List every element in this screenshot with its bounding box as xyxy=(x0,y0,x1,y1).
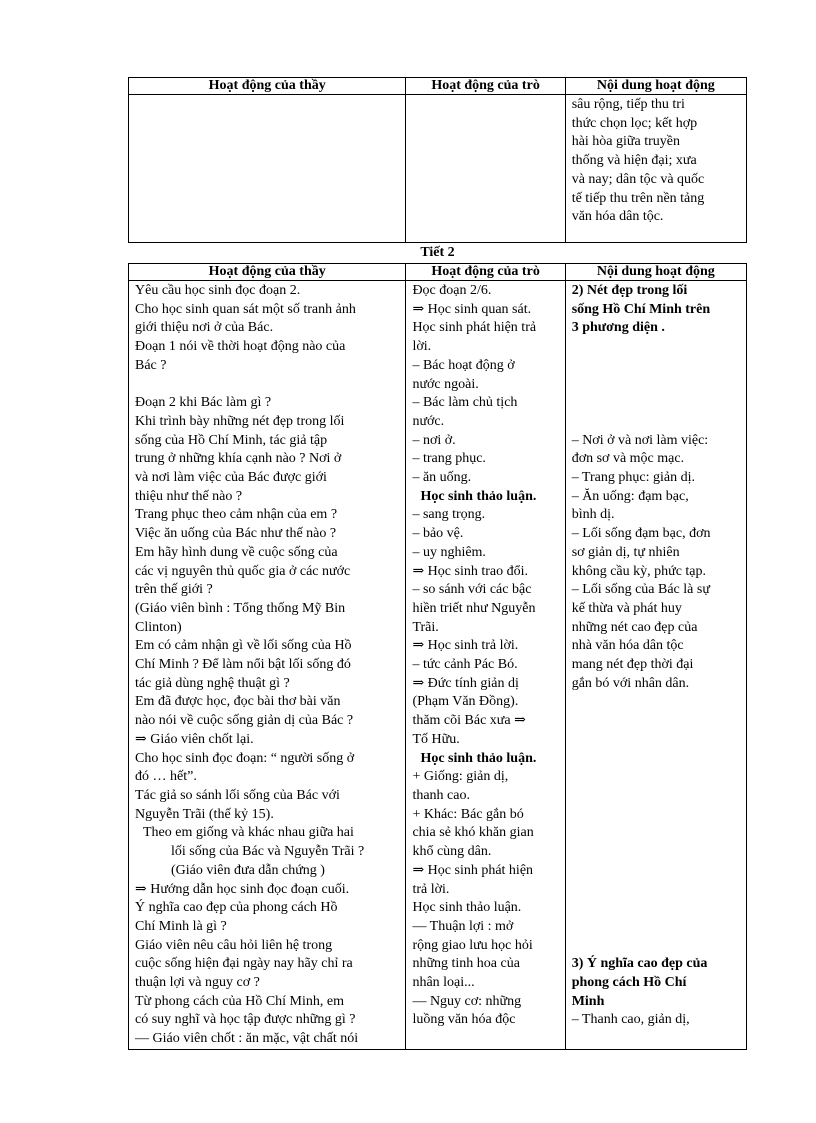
text-line: trung ở những khía cạnh nào ? Nơi ở xyxy=(135,451,342,467)
text-line: – Lối sống đạm bạc, đơn xyxy=(571,526,711,542)
text-line xyxy=(572,787,742,806)
text-line: Đoạn 2 khi Bác làm gì ? xyxy=(135,395,272,411)
text-line: giới thiệu nơi ở của Bác. xyxy=(135,320,274,336)
text-line xyxy=(572,862,742,881)
header-teacher-activity: Hoạt động của thầy xyxy=(129,264,406,281)
text-line: nhà văn hóa dân tộc xyxy=(571,638,684,654)
text-line xyxy=(572,338,742,357)
text-line: phong cách Hồ Chí xyxy=(571,975,687,991)
text-line: Học sinh thảo luận. xyxy=(420,750,537,766)
text-line: Chí Minh ? Để làm nổi bật lối sống đó xyxy=(135,657,351,673)
text-line: nào nói về cuộc sống giản dị của Bác ? xyxy=(135,713,354,729)
text-line: sống của Hồ Chí Minh, tác giả tập xyxy=(135,432,328,448)
text-line: nước ngoài. xyxy=(412,376,479,392)
text-line: hài hòa giữa truyền xyxy=(571,134,680,150)
text-line: Chí Minh là gì ? xyxy=(135,918,227,934)
text-line xyxy=(572,376,742,395)
text-line: Ý nghĩa cao đẹp của phong cách Hồ xyxy=(135,900,338,916)
text-line: thăm cõi Bác xưa ⇒ xyxy=(412,713,526,729)
text-line xyxy=(572,731,742,750)
text-line xyxy=(572,768,742,787)
text-line: ⇒ Học sinh quan sát. xyxy=(412,301,532,317)
text-line: những tinh hoa của xyxy=(412,956,520,972)
text-line: nhân loại... xyxy=(412,975,475,991)
text-line: – Bác hoạt động ở xyxy=(412,357,515,373)
text-line: Em có cảm nhận gì về lối sống của Hồ xyxy=(135,638,352,654)
table-tiet2 xyxy=(128,263,747,1050)
text-line xyxy=(572,693,742,712)
text-line: Trang phục theo cảm nhận của em ? xyxy=(135,507,338,523)
text-line: Tác giả so sánh lối sống của Bác với xyxy=(135,787,340,803)
text-line: — Thuận lợi : mở xyxy=(412,918,514,934)
text-line: Clinton) xyxy=(135,619,182,635)
text-line: trên thế giới ? xyxy=(135,582,213,598)
activity-content-cell xyxy=(565,281,746,1050)
table-row xyxy=(129,281,747,1050)
text-line: đó … hết”. xyxy=(135,769,197,785)
text-line: sống Hồ Chí Minh trên xyxy=(571,301,711,317)
text-line: Việc ăn uống của Bác như thế nào ? xyxy=(135,526,337,542)
text-line: bình dị. xyxy=(571,507,615,523)
text-line: – bảo vệ. xyxy=(412,526,464,542)
text-line: Đoạn 1 nói về thời hoạt động nào của xyxy=(135,339,346,355)
text-line: – so sánh với các bậc xyxy=(412,582,532,598)
text-line: luồng văn hóa độc xyxy=(412,1012,516,1028)
header-student-activity: Hoạt động của trò xyxy=(406,264,565,281)
header-activity-content: Nội dung hoạt động xyxy=(565,78,746,95)
text-line: Đọc đoạn 2/6. xyxy=(412,283,492,298)
text-line xyxy=(572,712,742,731)
text-line: hiền triết như Nguyễn xyxy=(412,600,536,616)
text-line: Giáo viên nêu câu hỏi liên hệ trong xyxy=(135,937,333,953)
text-line: Từ phong cách của Hồ Chí Minh, em xyxy=(135,993,344,1009)
text-line: Học sinh thảo luận. xyxy=(412,900,522,916)
text-line: lời. xyxy=(412,339,432,355)
text-line: Em hãy hình dung về cuộc sống của xyxy=(135,544,338,560)
text-line: và nay; dân tộc và quốc xyxy=(571,171,705,187)
text-line: sơ giản dị, tự nhiên xyxy=(571,544,680,560)
text-line: rộng giao lưu học hỏi xyxy=(412,937,533,953)
text-line: Cho học sinh đọc đoạn: “ người sống ở xyxy=(135,750,355,766)
text-line: Cho học sinh quan sát một số tranh ảnh xyxy=(135,301,356,317)
text-line: gắn bó với nhân dân. xyxy=(571,675,690,691)
text-line: tế tiếp thu trên nền tảng xyxy=(571,190,705,206)
activity-content-cell xyxy=(565,95,746,243)
section-title: Tiết 2 xyxy=(420,245,455,260)
text-line: – Bác làm chủ tịch xyxy=(412,395,518,411)
text-line: – Lối sống của Bác là sự xyxy=(571,582,710,598)
text-line: sâu rộng, tiếp thu tri xyxy=(571,97,685,112)
text-line: Theo em giống và khác nhau giữa hai xyxy=(143,825,354,841)
text-line: ⇒ Hướng dẫn học sinh đọc đoạn cuối. xyxy=(135,881,350,897)
teacher-activity-cell xyxy=(129,95,406,243)
text-line: 3 phương diện . xyxy=(571,320,665,336)
text-line: 3) Ý nghĩa cao đẹp của xyxy=(571,956,708,972)
text-line: (Giáo viên bình : Tổng thống Mỹ Bin xyxy=(135,600,346,616)
text-line: – trang phục. xyxy=(412,451,486,467)
text-line: — Nguy cơ: những xyxy=(412,993,522,1009)
header-teacher-activity: Hoạt động của thầy xyxy=(129,78,406,95)
text-line: thức chọn lọc; kết hợp xyxy=(571,115,698,131)
text-line: ⇒ Học sinh trả lời. xyxy=(412,638,519,654)
table-header-row xyxy=(129,78,747,95)
text-line: ⇒ Giáo viên chốt lại. xyxy=(135,731,254,747)
table-header-row xyxy=(129,264,747,281)
text-line: đơn sơ và mộc mạc. xyxy=(571,451,685,467)
text-line: – uy nghiêm. xyxy=(412,544,486,560)
student-activity-cell xyxy=(406,95,565,243)
text-line: Học sinh thảo luận. xyxy=(420,488,537,504)
text-line: – Nơi ở và nơi làm việc: xyxy=(571,432,709,448)
text-line xyxy=(572,750,742,769)
text-line: ⇒ Học sinh trao đổi. xyxy=(412,563,528,579)
table-row xyxy=(129,95,747,243)
text-line: + Khác: Bác gắn bó xyxy=(412,806,524,822)
teacher-activity-cell xyxy=(129,281,406,1050)
text-line: có suy nghĩ và học tập được những gì ? xyxy=(135,1012,356,1028)
text-line xyxy=(572,899,742,918)
text-line: – Thanh cao, giản dị, xyxy=(571,1012,690,1028)
table-tiet1-continued xyxy=(128,77,747,243)
text-line: văn hóa dân tộc. xyxy=(571,209,664,225)
text-line: ⇒ Đức tính giản dị xyxy=(412,675,519,691)
text-line: kế thừa và phát huy xyxy=(571,600,682,616)
text-line: Yêu cầu học sinh đọc đoạn 2. xyxy=(135,283,301,298)
text-line xyxy=(572,394,742,413)
text-line: Em đã được học, đọc bài thơ bài văn xyxy=(135,694,341,710)
text-line: Học sinh phát hiện trả xyxy=(412,320,537,336)
text-line: trả lời. xyxy=(412,881,450,897)
text-line: thiệu như thế nào ? xyxy=(135,488,243,504)
text-line: nước. xyxy=(412,413,445,429)
text-line xyxy=(135,376,401,395)
text-line: và nơi làm việc của Bác được giới xyxy=(135,470,327,486)
text-line: – ăn uống. xyxy=(412,470,472,486)
text-line xyxy=(572,413,742,432)
text-line: tác giả dùng nghệ thuật gì ? xyxy=(135,675,290,691)
text-line: những nét cao đẹp của xyxy=(571,619,698,635)
text-line xyxy=(572,806,742,825)
text-line: Minh xyxy=(571,993,605,1009)
text-line: (Giáo viên đưa dẫn chứng ) xyxy=(171,862,325,878)
text-line xyxy=(572,357,742,376)
text-line xyxy=(572,881,742,900)
text-line: thống và hiện đại; xưa xyxy=(571,153,697,169)
text-line: thuận lợi và nguy cơ ? xyxy=(135,975,260,991)
text-line: Trãi. xyxy=(412,619,439,635)
text-line xyxy=(572,937,742,956)
text-line: lối sống của Bác và Nguyễn Trãi ? xyxy=(171,844,365,860)
text-line: 2) Nét đẹp trong lối xyxy=(571,283,688,298)
text-line: – tức cảnh Pác Bó. xyxy=(412,657,518,673)
text-line: không cầu kỳ, phức tạp. xyxy=(571,563,707,579)
text-line xyxy=(572,843,742,862)
text-line: các vị nguyên thủ quốc gia ở các nước xyxy=(135,563,351,579)
text-line: Nguyễn Trãi (thế kỷ 15). xyxy=(135,806,274,822)
header-student-activity: Hoạt động của trò xyxy=(406,78,565,95)
header-activity-content: Nội dung hoạt động xyxy=(565,264,746,281)
text-line: – sang trọng. xyxy=(412,507,486,523)
text-line: thanh cao. xyxy=(412,787,470,803)
text-line: (Phạm Văn Đồng). xyxy=(412,694,519,710)
text-line: – Ăn uống: đạm bạc, xyxy=(571,488,689,504)
text-line: Tố Hữu. xyxy=(412,731,460,747)
text-line: mang nét đẹp thời đại xyxy=(571,657,694,673)
text-line xyxy=(572,824,742,843)
text-line: khổ cùng dân. xyxy=(412,844,492,860)
student-activity-cell xyxy=(406,281,565,1050)
text-line: — Giáo viên chốt : ăn mặc, vật chất nói xyxy=(135,1031,359,1047)
text-line: Khi trình bày những nét đẹp trong lối xyxy=(135,413,345,429)
text-line: – nơi ở. xyxy=(412,432,456,448)
text-line: cuộc sống hiện đại ngày nay hãy chỉ ra xyxy=(135,956,353,972)
text-line: Bác ? xyxy=(135,357,167,373)
text-line: + Giống: giản dị, xyxy=(412,769,509,785)
text-line xyxy=(572,918,742,937)
text-line: – Trang phục: giản dị. xyxy=(571,470,695,486)
text-line: ⇒ Học sinh phát hiện xyxy=(412,862,534,878)
text-line: chia sẻ khó khăn gian xyxy=(412,825,534,841)
